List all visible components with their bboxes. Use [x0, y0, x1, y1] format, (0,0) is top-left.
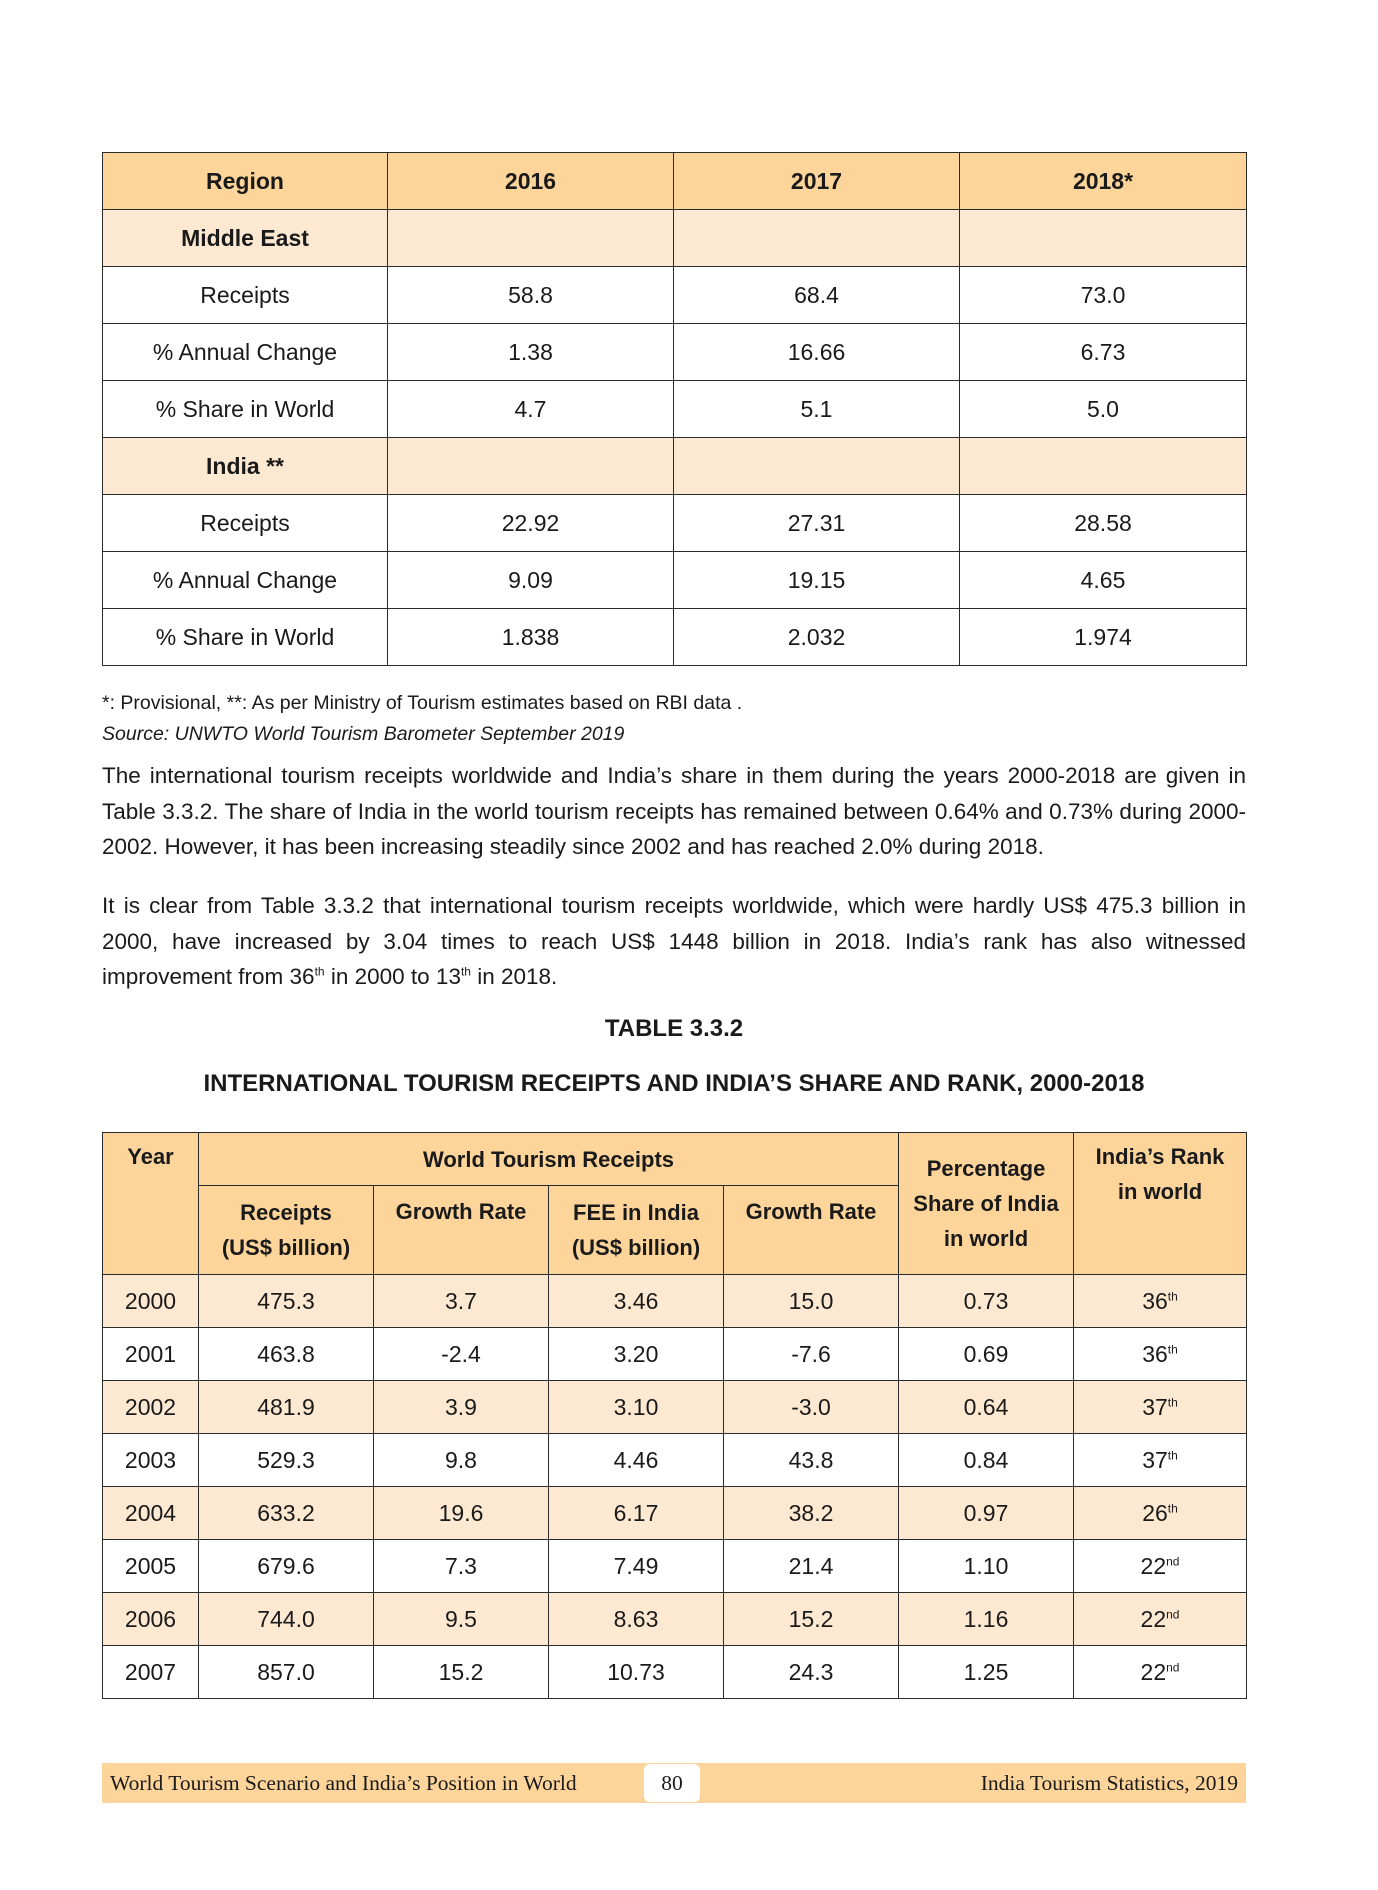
cell-year: 2007 [103, 1646, 199, 1699]
cell-fee-growth: 15.2 [724, 1593, 899, 1646]
table-row [103, 609, 1247, 666]
cell-year: 2004 [103, 1487, 199, 1540]
cell-fee-growth: 15.0 [724, 1275, 899, 1328]
cell: 73.0 [960, 267, 1247, 324]
page-footer [102, 1763, 1246, 1803]
section-label: Middle East [103, 210, 388, 267]
footer-chapter-title: World Tourism Scenario and India’s Position in World [110, 1771, 577, 1795]
row-label: Receipts [103, 267, 388, 324]
cell: 5.1 [674, 381, 960, 438]
cell: 2.032 [674, 609, 960, 666]
paragraph-rank: It is clear from Table 3.3.2 that international tourism receipts worldwide, which were hardly US$ 475.3 billion in 2000, have increased by 3.04 times to reach US$ 1448 billion in 2018. India’s rank has also witnessed improvement from 36th in 2000 to 13th in 2018. [102, 893, 1246, 989]
cell-growth: 9.5 [374, 1593, 549, 1646]
table-row [103, 381, 1247, 438]
cell-year: 2005 [103, 1540, 199, 1593]
header-2016: 2016 [388, 153, 674, 210]
cell-share: 0.73 [899, 1275, 1074, 1328]
cell-rank: 22nd [1074, 1646, 1247, 1699]
cell-rank: 36th [1074, 1328, 1247, 1381]
row-label: % Share in World [103, 381, 388, 438]
cell: 1.38 [388, 324, 674, 381]
row-label: % Annual Change [103, 324, 388, 381]
cell-share: 1.16 [899, 1593, 1074, 1646]
header-region: Region [103, 153, 388, 210]
cell-fee: 7.49 [549, 1540, 724, 1593]
table-row [103, 1275, 1247, 1328]
cell-receipts: 463.8 [199, 1328, 374, 1381]
cell: 6.73 [960, 324, 1247, 381]
cell: 22.92 [388, 495, 674, 552]
table-row [103, 1487, 1247, 1540]
table-header-row [103, 1133, 1247, 1186]
header-percentage-share: Percentage Share of India in world [899, 1133, 1074, 1275]
table-row [103, 1540, 1247, 1593]
header-fee-in-india: FEE in India (US$ billion) [549, 1186, 724, 1275]
table-header-row [103, 153, 1247, 210]
cell-receipts: 744.0 [199, 1593, 374, 1646]
region-receipts-table [102, 152, 1247, 666]
table-row [103, 1646, 1247, 1699]
cell-fee-growth: 38.2 [724, 1487, 899, 1540]
section-label: India ** [103, 438, 388, 495]
cell-fee-growth: -3.0 [724, 1381, 899, 1434]
header-year: Year [103, 1133, 199, 1275]
cell-fee: 4.46 [549, 1434, 724, 1487]
paragraph-share: The international tourism receipts worldwide and India’s share in them during the years 2000-2018 are given in Table 3.3.2. The share of India in the world tourism receipts has remained between 0.64% and 0.73% during 2000-2002. However, it has been increasing steadily since 2002 and has reached 2.0% during 2018. [102, 763, 1246, 859]
cell: 28.58 [960, 495, 1247, 552]
table-row [103, 324, 1247, 381]
header-receipts: Receipts (US$ billion) [199, 1186, 374, 1275]
section-row-india [103, 438, 1247, 495]
cell-rank: 22nd [1074, 1593, 1247, 1646]
header-2017: 2017 [674, 153, 960, 210]
cell-fee-growth: 43.8 [724, 1434, 899, 1487]
section-row-middle-east [103, 210, 1247, 267]
cell-share: 0.69 [899, 1328, 1074, 1381]
cell: 9.09 [388, 552, 674, 609]
cell: 1.838 [388, 609, 674, 666]
cell-receipts: 857.0 [199, 1646, 374, 1699]
cell-year: 2000 [103, 1275, 199, 1328]
cell: 4.65 [960, 552, 1247, 609]
table-title: INTERNATIONAL TOURISM RECEIPTS AND INDIA’S SHARE AND RANK, 2000-2018 [203, 1070, 1145, 1097]
cell-growth: 7.3 [374, 1540, 549, 1593]
cell-receipts: 481.9 [199, 1381, 374, 1434]
row-label: % Annual Change [103, 552, 388, 609]
provisional-note: *: Provisional, **: As per Ministry of Tourism estimates based on RBI data . [102, 692, 743, 714]
page-number: 80 [644, 1764, 700, 1802]
cell-growth: 19.6 [374, 1487, 549, 1540]
cell-fee: 6.17 [549, 1487, 724, 1540]
cell: 68.4 [674, 267, 960, 324]
cell-growth: 15.2 [374, 1646, 549, 1699]
source-note: Source: UNWTO World Tourism Barometer September 2019 [102, 723, 625, 745]
cell-year: 2006 [103, 1593, 199, 1646]
cell-rank: 37th [1074, 1434, 1247, 1487]
receipts-rank-table [102, 1132, 1247, 1699]
cell: 4.7 [388, 381, 674, 438]
table-body [103, 1275, 1247, 1699]
table-row [103, 1381, 1247, 1434]
cell-fee: 3.20 [549, 1328, 724, 1381]
row-label: Receipts [103, 495, 388, 552]
cell: 1.974 [960, 609, 1247, 666]
cell-growth: 3.7 [374, 1275, 549, 1328]
table-row [103, 1593, 1247, 1646]
cell-growth: 3.9 [374, 1381, 549, 1434]
header-fee-growth-rate: Growth Rate [724, 1186, 899, 1275]
cell-fee: 8.63 [549, 1593, 724, 1646]
table-notes [102, 688, 1246, 750]
cell-fee: 3.46 [549, 1275, 724, 1328]
cell-year: 2003 [103, 1434, 199, 1487]
cell-rank: 26th [1074, 1487, 1247, 1540]
row-label: % Share in World [103, 609, 388, 666]
table-row [103, 495, 1247, 552]
cell-share: 1.25 [899, 1646, 1074, 1699]
header-2018: 2018* [960, 153, 1247, 210]
table-row [103, 1328, 1247, 1381]
cell-year: 2002 [103, 1381, 199, 1434]
cell-fee-growth: 21.4 [724, 1540, 899, 1593]
cell-receipts: 679.6 [199, 1540, 374, 1593]
cell-year: 2001 [103, 1328, 199, 1381]
cell-fee: 3.10 [549, 1381, 724, 1434]
cell-fee-growth: -7.6 [724, 1328, 899, 1381]
cell: 16.66 [674, 324, 960, 381]
cell-growth: 9.8 [374, 1434, 549, 1487]
cell: 19.15 [674, 552, 960, 609]
header-growth-rate: Growth Rate [374, 1186, 549, 1275]
cell-fee-growth: 24.3 [724, 1646, 899, 1699]
cell-rank: 36th [1074, 1275, 1247, 1328]
footer-publication-title: India Tourism Statistics, 2019 [980, 1771, 1238, 1795]
cell: 58.8 [388, 267, 674, 324]
table-row [103, 552, 1247, 609]
table-row [103, 1434, 1247, 1487]
cell-share: 0.84 [899, 1434, 1074, 1487]
cell-receipts: 475.3 [199, 1275, 374, 1328]
table-row [103, 267, 1247, 324]
cell: 5.0 [960, 381, 1247, 438]
cell-share: 0.64 [899, 1381, 1074, 1434]
cell-rank: 22nd [1074, 1540, 1247, 1593]
cell-share: 0.97 [899, 1487, 1074, 1540]
cell-fee: 10.73 [549, 1646, 724, 1699]
cell-share: 1.10 [899, 1540, 1074, 1593]
table-number: TABLE 3.3.2 [604, 1015, 744, 1042]
cell-receipts: 529.3 [199, 1434, 374, 1487]
cell: 27.31 [674, 495, 960, 552]
header-world-tourism-receipts: World Tourism Receipts [199, 1133, 899, 1186]
header-india-rank: India’s Rank in world [1074, 1133, 1247, 1275]
cell-growth: -2.4 [374, 1328, 549, 1381]
cell-receipts: 633.2 [199, 1487, 374, 1540]
cell-rank: 37th [1074, 1381, 1247, 1434]
